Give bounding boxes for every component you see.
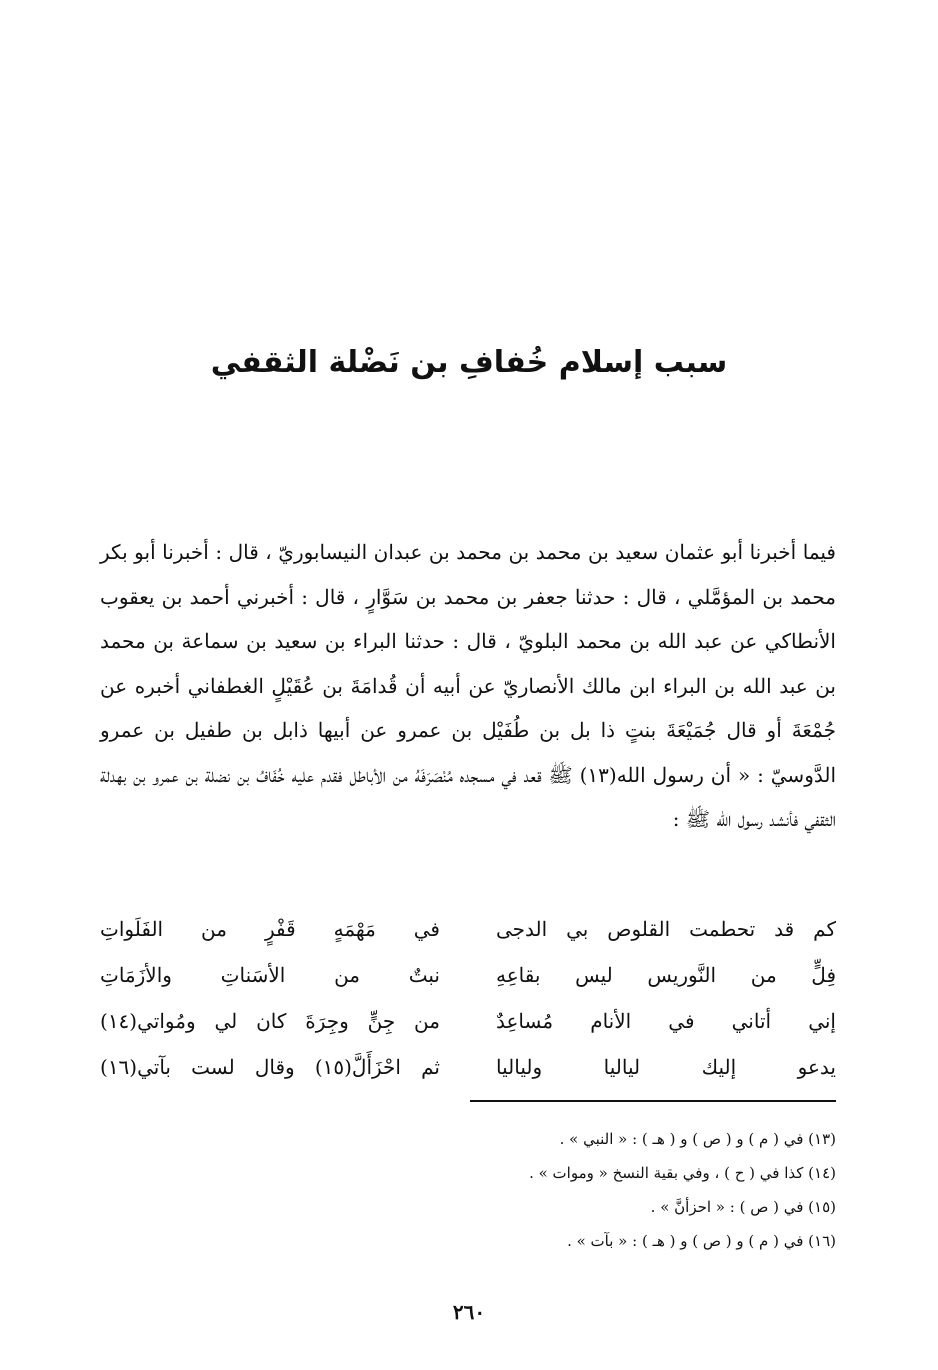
poem [100,906,836,1090]
verse-first-hemistich: يدعو إليك لياليا ولياليا [496,1055,836,1079]
verse-second-hemistich: ثم احْزَأَلَّ(١٥) وقال لست بآتي(١٦) [100,1055,440,1079]
footnotes [100,1122,836,1258]
verse-second-hemistich: من جِنٍّ وجِرَةَ كان لي ومُواتي(١٤) [100,1009,440,1033]
footnote: (١٣) في ( م ) و ( ص ) و ( هـ ) : « النبي » . [559,1130,836,1148]
body-paragraph: فيما أخبرنا أبو عثمان سعيد بن محمد بن محمد بن عبدان النيسابوريّ ، قال : أخبرنا أبو بكر محمد بن المؤمَّلي ، قال : حدثنا جعفر بن محمد بن سَوَّارٍ ، قال : أخبرني أحمد بن يعقوب الأنطاكي عن عبد الله بن محمد البلويّ ، قال : حدثنا البراء بن سعيد بن سماعة بن محمد بن عبد الله بن البراء ابن مالك الأنصاريّ عن أبيه أن قُدامَةَ بن عُقَيْلٍ الغطفاني أخبره عن جُمْعَةَ أو قال جُمَيْعَةَ بنتٍ ذا بل بن طُفَيْل بن عمرو عن أبيها ذابل بن طفيل بن عمرو الدَّوسيّ : « أن رسول الله(١٣) ﷺ قعد في مسجده مُنْصَرَفَهُ من الأباطل فقدم عليه خُفَافُ بن نضلة بن عمرو بن بهدلة الثقفي فأنشد رسول الله ﷺ : [100,540,836,831]
footnote: (١٥) في ( ص ) : « احزأنَّ » . [650,1198,836,1216]
verse-first-hemistich: إني أتاني في الأنام مُساعِدٌ [496,1009,836,1033]
footnote-divider [470,1100,836,1102]
verse-second-hemistich: نبتٌ من الأسَناتِ والأزَمَاتِ [100,963,440,987]
poem-verse [100,998,836,1044]
footnote: (١٦) في ( م ) و ( ص ) و ( هـ ) : « بآت » . [567,1232,836,1250]
poem-verse [100,906,836,952]
verse-first-hemistich: كم قد تحطمت القلوص بي الدجى [496,917,836,941]
poem-verse [100,1044,836,1090]
poem-verse [100,952,836,998]
page-title: سبب إسلام خُفافِ بن نَضْلة الثقفي [210,345,728,380]
verse-second-hemistich: في مَهْمَهٍ قَفْرٍ من الفَلَواتِ [100,917,440,941]
verse-first-hemistich: فِلٍّ من النَّوريس ليس بقاعِهِ [496,963,836,987]
page-number: ٢٦٠ [452,1300,486,1324]
footnote: (١٤) كذا في ( ح ) ، وفي بقية النسخ « وموات » . [529,1164,836,1182]
